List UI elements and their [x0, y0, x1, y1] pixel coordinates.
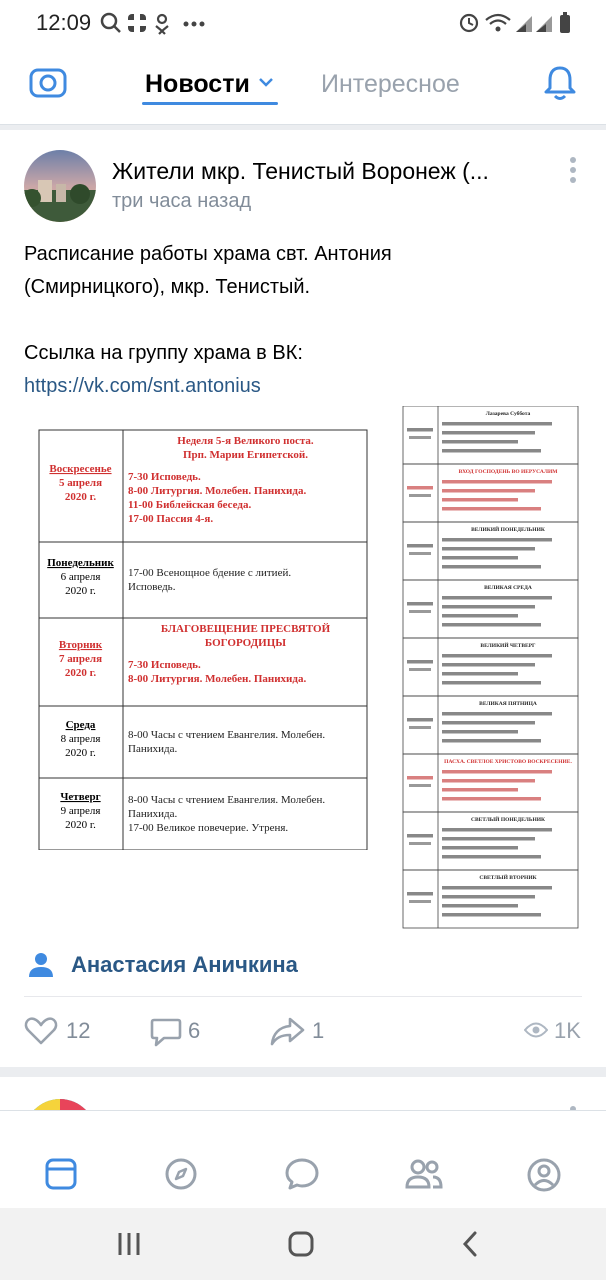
schedule2-heading: СВЕТЛЫЙ ПОНЕДЕЛЬНИК	[470, 817, 546, 823]
schedule-image[interactable]	[38, 426, 368, 850]
schedule-date: 9 апреля	[60, 805, 101, 817]
news-tab-icon[interactable]	[44, 1157, 78, 1191]
schedule2-text-line	[442, 712, 552, 716]
schedule-heading: Неделя 5-я Великого поста.	[177, 435, 314, 447]
schedule2-heading: ВХОД ГОСПОДЕНЬ ВО ИЕРУСАЛИМ	[458, 469, 558, 475]
schedule2-text-line	[442, 886, 552, 890]
schedule2-day-line	[407, 660, 433, 664]
camera-icon[interactable]	[28, 64, 68, 100]
schedule2-text-line	[442, 828, 552, 832]
post-text-line: Расписание работы храма свт. Антония	[24, 243, 392, 265]
schedule-heading: БОГОРОДИЦЫ	[204, 637, 287, 649]
bell-icon[interactable]	[542, 64, 578, 102]
schedule-date: 7 апреля	[58, 653, 103, 665]
schedule2-text-line	[442, 596, 552, 600]
friends-icon[interactable]	[404, 1157, 444, 1191]
schedule-line: 7-30 Исповедь.	[128, 659, 201, 671]
schedule2-heading: ВЕЛИКАЯ ПЯТНИЦА	[479, 701, 537, 707]
schedule-line: 8-00 Часы с чтением Евангелия. Молебен.	[128, 729, 326, 741]
schedule2-heading: ВЕЛИКАЯ СРЕДА	[484, 585, 532, 591]
status-time: 12:09	[36, 10, 92, 35]
schedule2-text-line	[442, 681, 541, 685]
group-link[interactable]: https://vk.com/snt.antonius	[24, 375, 261, 397]
schedule2-day-line	[407, 718, 433, 722]
schedule-image-2[interactable]	[402, 406, 580, 936]
schedule2-day-line	[407, 486, 433, 490]
top-nav	[0, 48, 606, 125]
status-bar	[0, 0, 606, 48]
schedule-table-2	[402, 406, 580, 936]
schedule-year: 2020 г.	[65, 747, 96, 759]
tab-interesting[interactable]: Интересное	[321, 70, 460, 98]
schedule2-text-line	[442, 846, 518, 850]
schedule2-day-line	[407, 544, 433, 548]
schedule-day: Вторник	[58, 639, 103, 651]
schedule-heading: Прп. Марии Египетской.	[182, 449, 309, 461]
schedule2-day-line	[407, 602, 433, 606]
schedule-line: 7-30 Исповедь.	[128, 471, 201, 483]
schedule2-date-line	[409, 436, 431, 439]
schedule-line: 8-00 Литургия. Молебен. Панихида.	[128, 673, 307, 685]
schedule-date: 8 апреля	[60, 733, 101, 745]
schedule2-text-line	[442, 623, 541, 627]
schedule2-text-line	[442, 855, 541, 859]
schedule2-date-line	[409, 552, 431, 555]
group-avatar[interactable]	[24, 150, 96, 222]
person-icon	[28, 952, 54, 978]
schedule-day: Среда	[65, 719, 96, 731]
post-text	[24, 238, 584, 403]
schedule2-date-line	[409, 726, 431, 729]
messages-icon[interactable]	[284, 1157, 320, 1191]
schedule2-text-line	[442, 721, 535, 725]
eye-icon	[524, 1021, 548, 1039]
schedule2-text-line	[442, 837, 535, 841]
schedule2-text-line	[442, 422, 552, 426]
schedule2-text-line	[442, 480, 552, 484]
schedule2-date-line	[409, 784, 431, 787]
schedule2-heading: Лазарева Суббота	[485, 411, 531, 417]
share-icon[interactable]	[270, 1016, 306, 1046]
schedule-year: 2020 г.	[65, 819, 96, 831]
schedule-date: 5 апреля	[58, 477, 103, 489]
schedule2-text-line	[442, 556, 518, 560]
home-icon[interactable]	[287, 1230, 315, 1258]
schedule2-date-line	[409, 668, 431, 671]
schedule-year: 2020 г.	[64, 491, 97, 503]
more-menu-icon[interactable]	[566, 156, 580, 186]
schedule2-text-line	[442, 654, 552, 658]
schedule-line: Исповедь.	[128, 581, 176, 593]
schedule2-heading: ПАСХА. СВЕТЛОЕ ХРИСТОВО ВОСКРЕСЕНИЕ.	[444, 759, 572, 765]
bottom-nav	[0, 1110, 606, 1209]
schedule2-date-line	[409, 494, 431, 497]
chevron-down-icon[interactable]	[258, 76, 274, 88]
schedule-line: 17-00 Пассия 4-я.	[128, 513, 214, 525]
schedule2-text-line	[442, 672, 518, 676]
schedule2-text-line	[442, 507, 541, 511]
schedule2-date-line	[409, 842, 431, 845]
schedule2-text-line	[442, 614, 518, 618]
tab-news[interactable]: Новости	[145, 70, 250, 98]
schedule-day: Воскресенье	[49, 463, 112, 475]
shares-count[interactable]: 1	[312, 1018, 325, 1043]
schedule-line: 17-00 Великое повечерие. Утреня.	[128, 822, 289, 834]
schedule2-day-line	[407, 834, 433, 838]
schedule2-text-line	[442, 498, 518, 502]
recent-apps-icon[interactable]	[116, 1230, 144, 1258]
schedule2-text-line	[442, 904, 518, 908]
like-icon[interactable]	[24, 1016, 58, 1046]
schedule-line: Панихида.	[128, 743, 178, 755]
schedule2-heading: ВЕЛИКИЙ ЧЕТВЕРГ	[480, 643, 536, 649]
comments-count[interactable]: 6	[188, 1018, 201, 1043]
schedule2-text-line	[442, 739, 541, 743]
schedule2-text-line	[442, 605, 535, 609]
schedule2-text-line	[442, 779, 535, 783]
post-time: три часа назад	[112, 190, 252, 212]
schedule-day: Четверг	[60, 791, 101, 803]
views-count: 1K	[554, 1018, 581, 1043]
system-status-icons	[458, 10, 578, 36]
divider	[24, 996, 582, 997]
back-icon[interactable]	[460, 1230, 480, 1258]
schedule2-text-line	[442, 770, 552, 774]
schedule-line: 11-00 Библейская беседа.	[128, 499, 252, 511]
schedule-line: Панихида.	[128, 808, 178, 820]
schedule2-day-line	[407, 892, 433, 896]
schedule2-text-line	[442, 797, 541, 801]
schedule-heading: БЛАГОВЕЩЕНИЕ ПРЕСВЯТОЙ	[160, 623, 331, 635]
notification-icons	[100, 12, 210, 36]
schedule-year: 2020 г.	[64, 667, 97, 679]
schedule-year: 2020 г.	[65, 585, 96, 597]
schedule2-text-line	[442, 538, 552, 542]
system-nav-bar	[0, 1208, 606, 1280]
schedule2-date-line	[409, 900, 431, 903]
compass-icon[interactable]	[164, 1157, 198, 1191]
schedule-line: 8-00 Литургия. Молебен. Панихида.	[128, 485, 307, 497]
schedule2-day-line	[407, 776, 433, 780]
schedule2-text-line	[442, 788, 518, 792]
post-card	[0, 130, 606, 1067]
schedule2-text-line	[442, 449, 541, 453]
schedule-table	[38, 426, 368, 850]
group-name[interactable]: Жители мкр. Тенистый Воронеж (...	[112, 158, 489, 184]
schedule2-day-line	[407, 428, 433, 432]
author-name[interactable]: Анастасия Аничкина	[71, 952, 298, 977]
schedule2-text-line	[442, 663, 535, 667]
schedule2-text-line	[442, 565, 541, 569]
schedule2-text-line	[442, 440, 518, 444]
schedule-date: 6 апреля	[60, 571, 101, 583]
schedule-line: 17-00 Всенощное бдение с литией.	[128, 567, 292, 579]
schedule2-text-line	[442, 431, 535, 435]
schedule2-heading: СВЕТЛЫЙ ВТОРНИК	[479, 875, 537, 881]
schedule-day: Понедельник	[47, 557, 114, 569]
schedule2-text-line	[442, 913, 541, 917]
schedule2-heading: ВЕЛИКИЙ ПОНЕДЕЛЬНИК	[471, 527, 545, 533]
profile-icon[interactable]	[526, 1157, 562, 1193]
active-tab-indicator	[142, 102, 278, 105]
post-text-line: Ссылка на группу храма в ВК:	[24, 342, 303, 364]
post-text-line: (Смирницкого), мкр. Тенистый.	[24, 276, 311, 298]
schedule2-text-line	[442, 895, 535, 899]
schedule-line: 8-00 Часы с чтением Евангелия. Молебен.	[128, 794, 326, 806]
schedule2-text-line	[442, 547, 535, 551]
likes-count[interactable]: 12	[66, 1018, 91, 1043]
schedule2-text-line	[442, 730, 518, 734]
comment-icon[interactable]	[150, 1016, 182, 1048]
schedule2-text-line	[442, 489, 535, 493]
schedule2-date-line	[409, 610, 431, 613]
